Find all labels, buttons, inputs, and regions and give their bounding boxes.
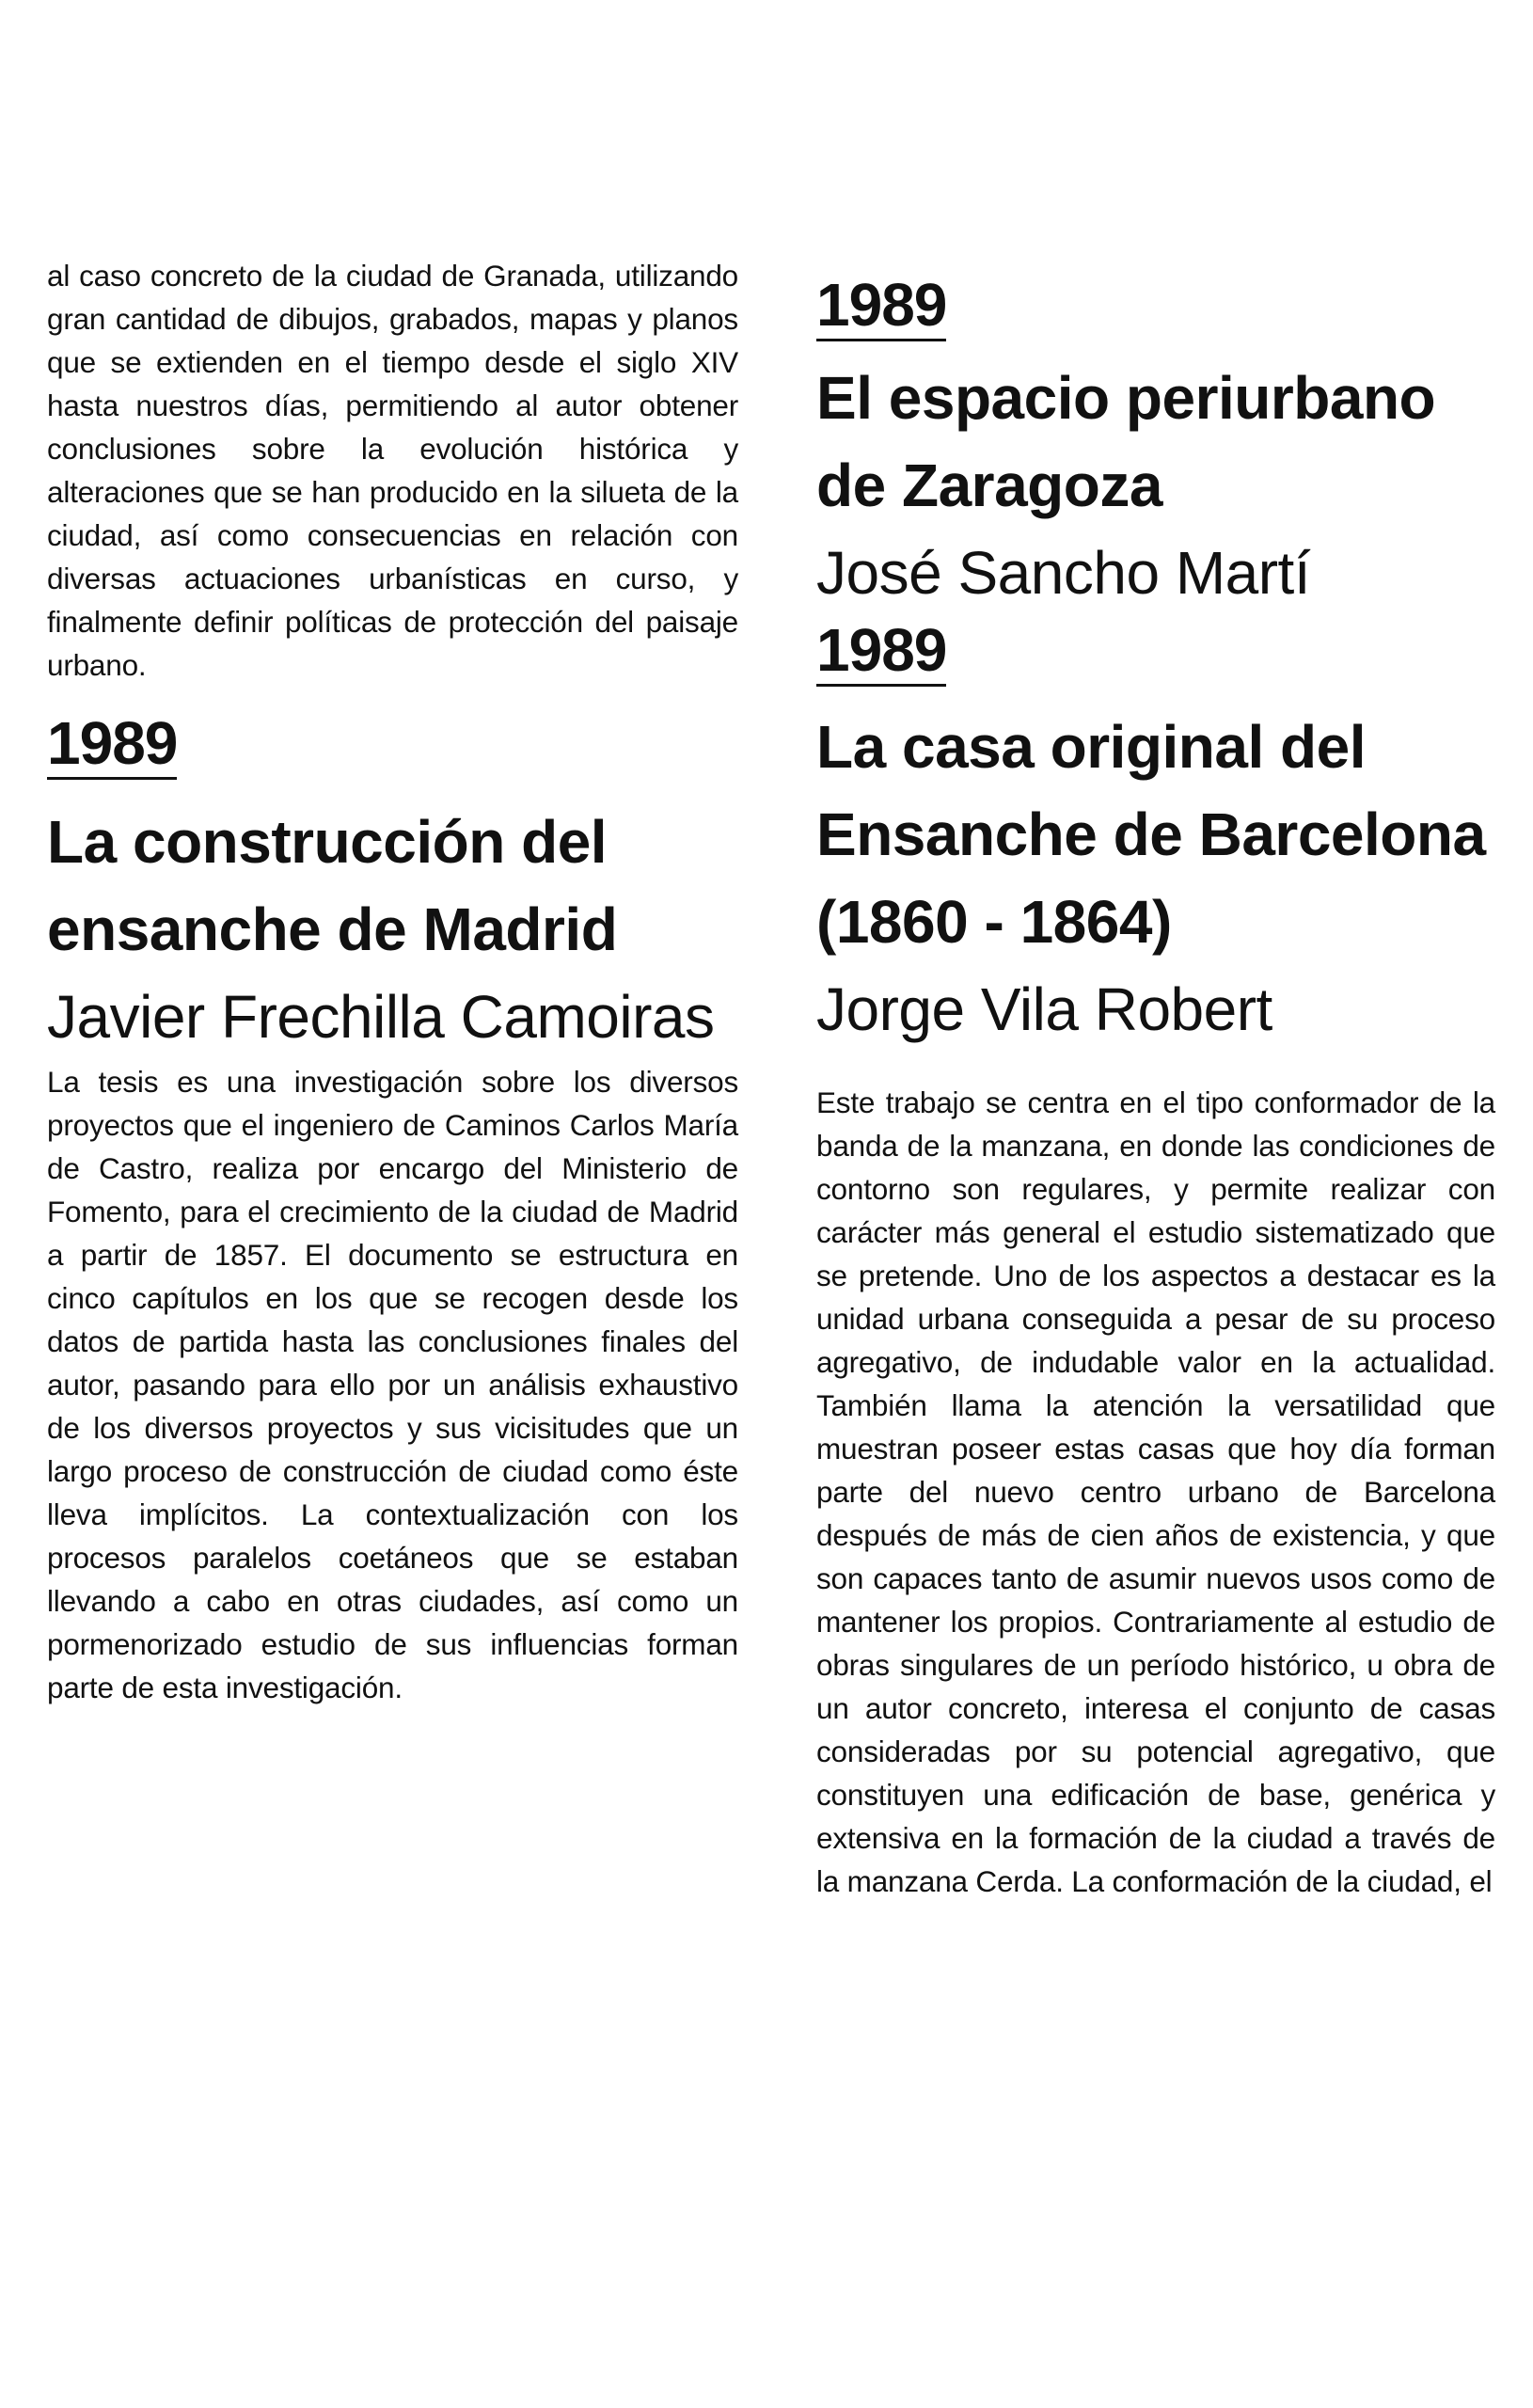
entry-description: La tesis es una investigación sobre los diversos proyectos que el ingeniero de Caminos Carlos María de Castro, realiza por encargo del Ministerio de Fomento, para el crecimiento de la ciudad de Madrid a partir de 1857. El documento se estructura en cinco capítulos en los que se recogen desde los datos de partida hasta las conclusiones finales del autor, pasando para ello por un análisis exhaustivo de los diversos proyectos y sus vicisitudes que un largo proceso de construcción de ciudad como éste lleva implícitos. La contextualización con los procesos paralelos coetáneos que se estaban llevando a cabo en otras ciudades, así como un pormenorizado estudio de sus influencias forman parte de esta investigación. [47,1065,738,1704]
entry-description: Este trabajo se centra en el tipo conformador de la banda de la manzana, en donde las condiciones de contorno son regulares, y permite realizar con carácter más general el estudio sistematizado que se pretende. Uno de los aspectos a destacar es la unidad urbana conseguida a pesar de su proceso agregativo, de indudable valor en la actualidad. También llama la atención la versatilidad que muestran poseer estas casas que hoy día forman parte del nuevo centro urbano de Barcelona después de más de cien años de existencia, y que son capaces tanto de asumir nuevos usos como de mantener los propios. Contrariamente al estudio de obras singulares de un período histórico, u obra de un autor concreto, interesa el conjunto de casas consideradas por su potencial agregativo, que constituyen una edificación de base, genérica y extensiva en la formación de la ciudad a través de la manzana Cerda. La conformación de la ciudad, el [816,1085,1495,1898]
intro-paragraph: al caso concreto de la ciudad de Granada, utilizando gran cantidad de dibujos, grabados, mapas y planos que se extienden en el tiempo desde el siglo XIV hasta nuestros días, permitiendo al autor obtener conclusiones sobre la evolución histórica y alteraciones que se han producido en la silueta de la ciudad, así como consecuencias en relación con diversas actuaciones urbanísticas en curso, y finalmente definir políticas de protección del paisaje urbano. [47,259,738,682]
entry-author: José Sancho Martí [816,539,1311,607]
entry-year: 1989 [816,271,946,341]
entry-author: Jorge Vila Robert [816,975,1272,1043]
entry-year: 1989 [816,616,946,687]
entry-title: La casa original del Ensanche de Barcelona (1860 - 1864) [816,713,1486,956]
entry-title: La construcción del ensanche de Madrid [47,808,618,963]
entry-barcelona [816,616,1495,1903]
entry-year: 1989 [47,709,177,780]
entry-zaragoza [816,254,1495,616]
entry-title: El espacio periurbano de Zaragoza [816,364,1436,519]
right-column [816,254,1495,1903]
entry-madrid [47,709,738,1709]
left-column [47,254,738,1709]
entry-author: Javier Frechilla Camoiras [47,983,715,1051]
